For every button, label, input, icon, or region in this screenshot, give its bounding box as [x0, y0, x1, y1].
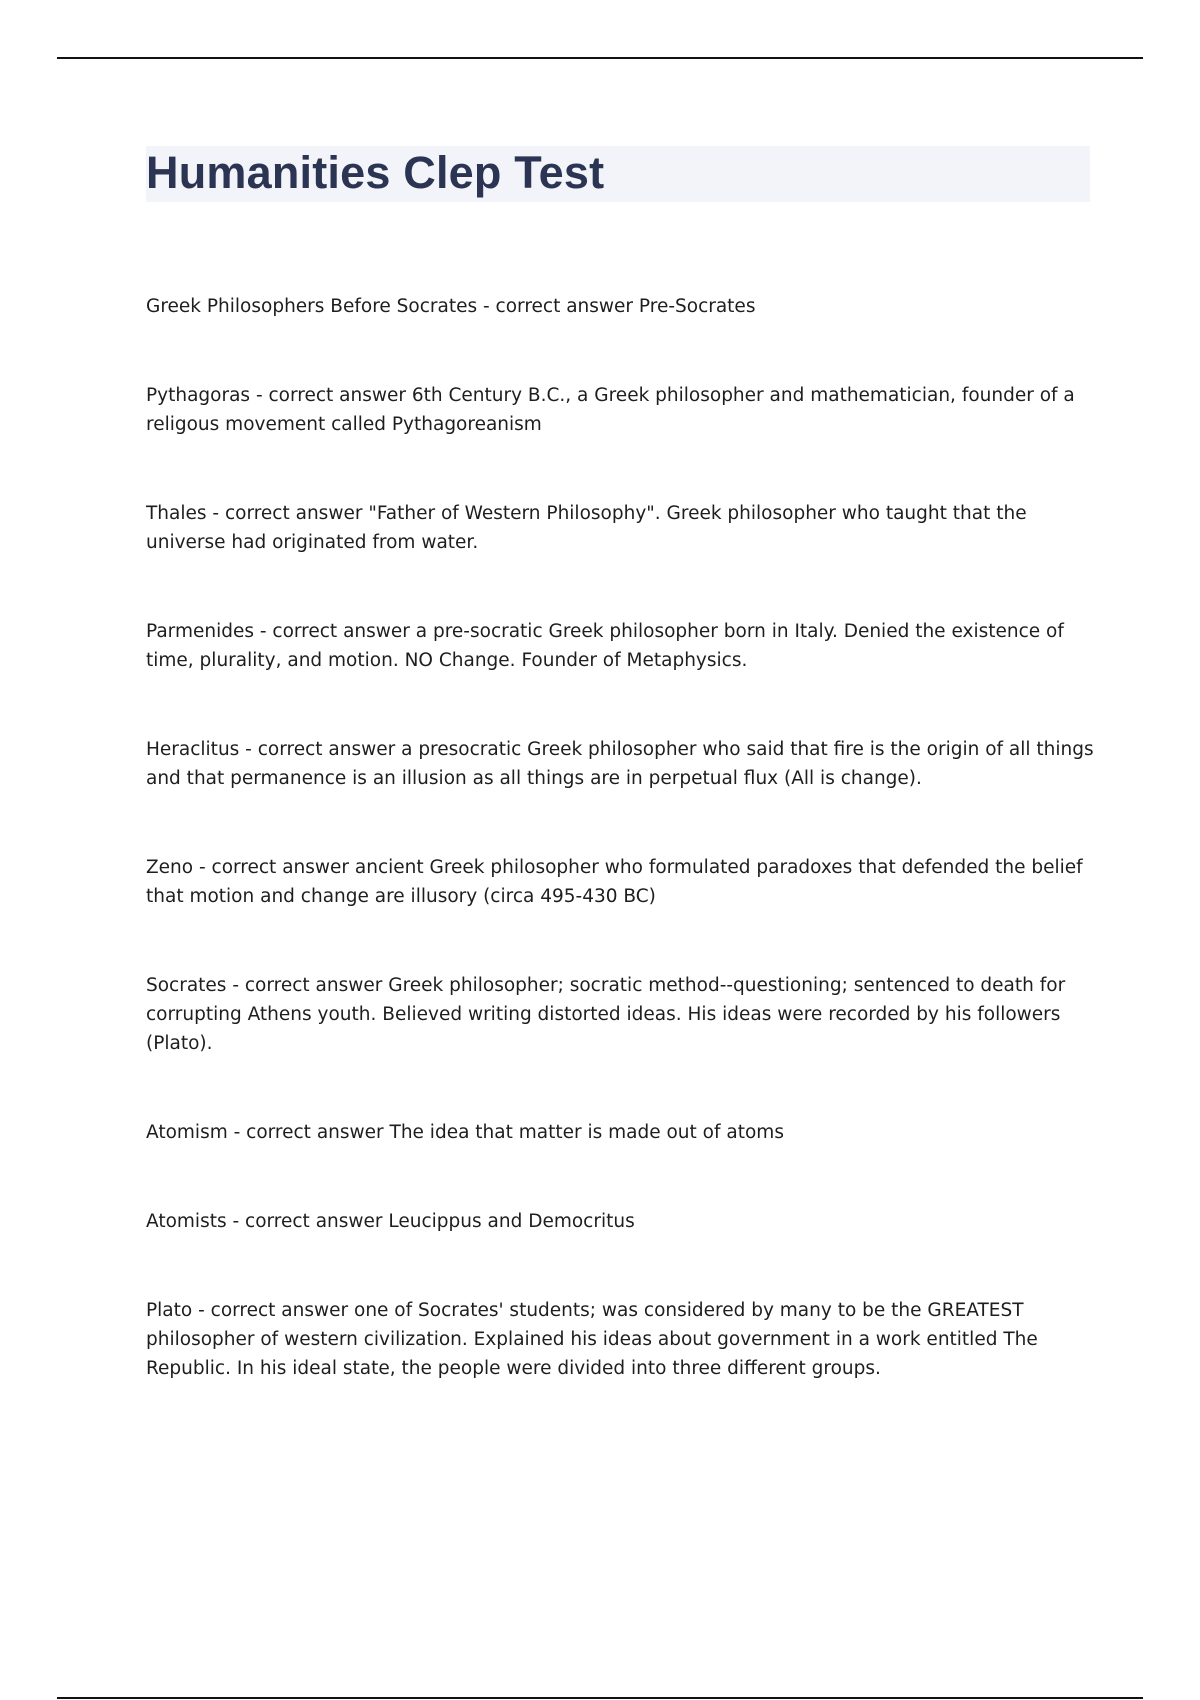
page-title: Humanities Clep Test	[146, 147, 605, 198]
entry-zeno: Zeno - correct answer ancient Greek philosopher who formulated paradoxes that defended the belief that motion and change are illusory (circa 495-430 BC)	[146, 857, 1089, 907]
entry-pythagoras: Pythagoras - correct answer 6th Century B.C., a Greek philosopher and mathematician, founder of a religous movement called Pythagoreanism	[146, 385, 1081, 435]
entry-parmenides: Parmenides - correct answer a pre-socratic Greek philosopher born in Italy. Denied the existence of time, plurality, and motion. NO Change. Founder of Metaphysics.	[146, 621, 1070, 671]
entry-heraclitus: Heraclitus - correct answer a presocratic Greek philosopher who said that fire is the origin of all things and that permanence is an illusion as all things are in perpetual flux (All is change).	[146, 739, 1100, 789]
entry-socrates: Socrates - correct answer Greek philosopher; socratic method--questioning; sentenced to death for corrupting Athens youth. Believed writing distorted ideas. His ideas were recorded by his followers (Plato).	[146, 975, 1072, 1054]
bottom-rule	[57, 1697, 1143, 1699]
entry-atomism: Atomism - correct answer The idea that matter is made out of atoms	[146, 1122, 784, 1143]
entry-atomists: Atomists - correct answer Leucippus and Democritus	[146, 1211, 635, 1232]
entry-list	[146, 292, 1100, 1443]
entry-plato: Plato - correct answer one of Socrates' students; was considered by many to be the GREATEST philosopher of western civilization. Explained his ideas about government in a work entitled The Republic. In his ideal state, the people were divided into three different groups.	[146, 1300, 1044, 1379]
top-rule	[57, 57, 1143, 59]
entry-greek-philosophers: Greek Philosophers Before Socrates - correct answer Pre-Socrates	[146, 296, 756, 317]
entry-thales: Thales - correct answer "Father of Western Philosophy". Greek philosopher who taught that the universe had originated from water.	[146, 503, 1033, 553]
